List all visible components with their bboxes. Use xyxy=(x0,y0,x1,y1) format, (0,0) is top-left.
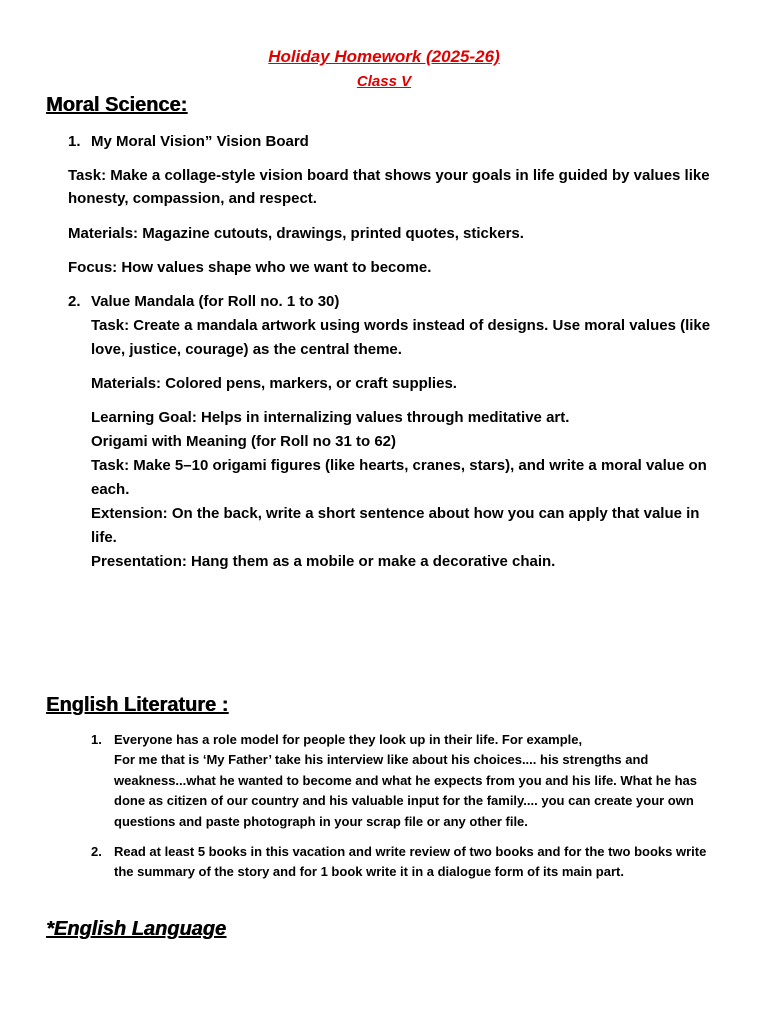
mandala-materials: Materials: Colored pens, markers, or craft supplies. xyxy=(91,375,457,392)
list-number: 1. xyxy=(68,133,81,150)
task-text-line1: Task: Make a collage-style vision board that shows your goals in life guided by values like xyxy=(68,167,710,184)
origami-title: Origami with Meaning (for Roll no 31 to 62) xyxy=(91,433,397,450)
list-number: 1. xyxy=(91,732,102,747)
role-model-line5: questions and paste photograph in your scrap file or any other file. xyxy=(114,814,528,829)
item-title-vision-board: My Moral Vision” Vision Board xyxy=(91,133,309,150)
page-title: Holiday Homework (2025-26) xyxy=(268,47,500,66)
role-model-line3: weakness...what he wanted to become and what he expects from you and his life. What he has xyxy=(114,773,697,788)
extension-line2: life. xyxy=(91,529,117,546)
extension-line1: Extension: On the back, write a short sentence about how you can apply that value in xyxy=(91,505,700,522)
origami-task-line2: each. xyxy=(91,481,130,498)
list-number: 2. xyxy=(68,293,81,310)
origami-task-line1: Task: Make 5–10 origami figures (like hearts, cranes, stars), and write a moral value on xyxy=(91,457,707,474)
materials-text: Materials: Magazine cutouts, drawings, printed quotes, stickers. xyxy=(68,225,524,242)
presentation-text: Presentation: Hang them as a mobile or make a decorative chain. xyxy=(91,553,556,570)
list-number: 2. xyxy=(91,844,102,859)
section-heading-english-language: *English Language xyxy=(46,918,227,940)
books-line1: Read at least 5 books in this vacation and write review of two books and for the two books write xyxy=(114,844,707,859)
role-model-line2: For me that is ‘My Father’ take his interview like about his choices.... his strengths and xyxy=(114,752,649,767)
mandala-task-line1: Task: Create a mandala artwork using words instead of designs. Use moral values (like xyxy=(91,317,711,334)
role-model-line1: Everyone has a role model for people they look up in their life. For example, xyxy=(114,732,583,747)
section-heading-moral-science: Moral Science: xyxy=(46,94,188,116)
focus-text: Focus: How values shape who we want to become. xyxy=(68,259,432,276)
task-text-line2: honesty, compassion, and respect. xyxy=(68,190,317,207)
books-line2: the summary of the story and for 1 book write it in a dialogue form of its main part. xyxy=(114,864,624,879)
learning-goal: Learning Goal: Helps in internalizing values through meditative art. xyxy=(91,409,570,426)
page-subtitle: Class V xyxy=(356,73,412,90)
item-title-value-mandala: Value Mandala (for Roll no. 1 to 30) xyxy=(91,293,340,310)
section-heading-english-literature: English Literature : xyxy=(46,694,229,716)
role-model-line4: done as citizen of our country and his valuable input for the family.... you can create your own xyxy=(114,793,694,808)
mandala-task-line2: love, justice, courage) as the central theme. xyxy=(91,341,402,358)
